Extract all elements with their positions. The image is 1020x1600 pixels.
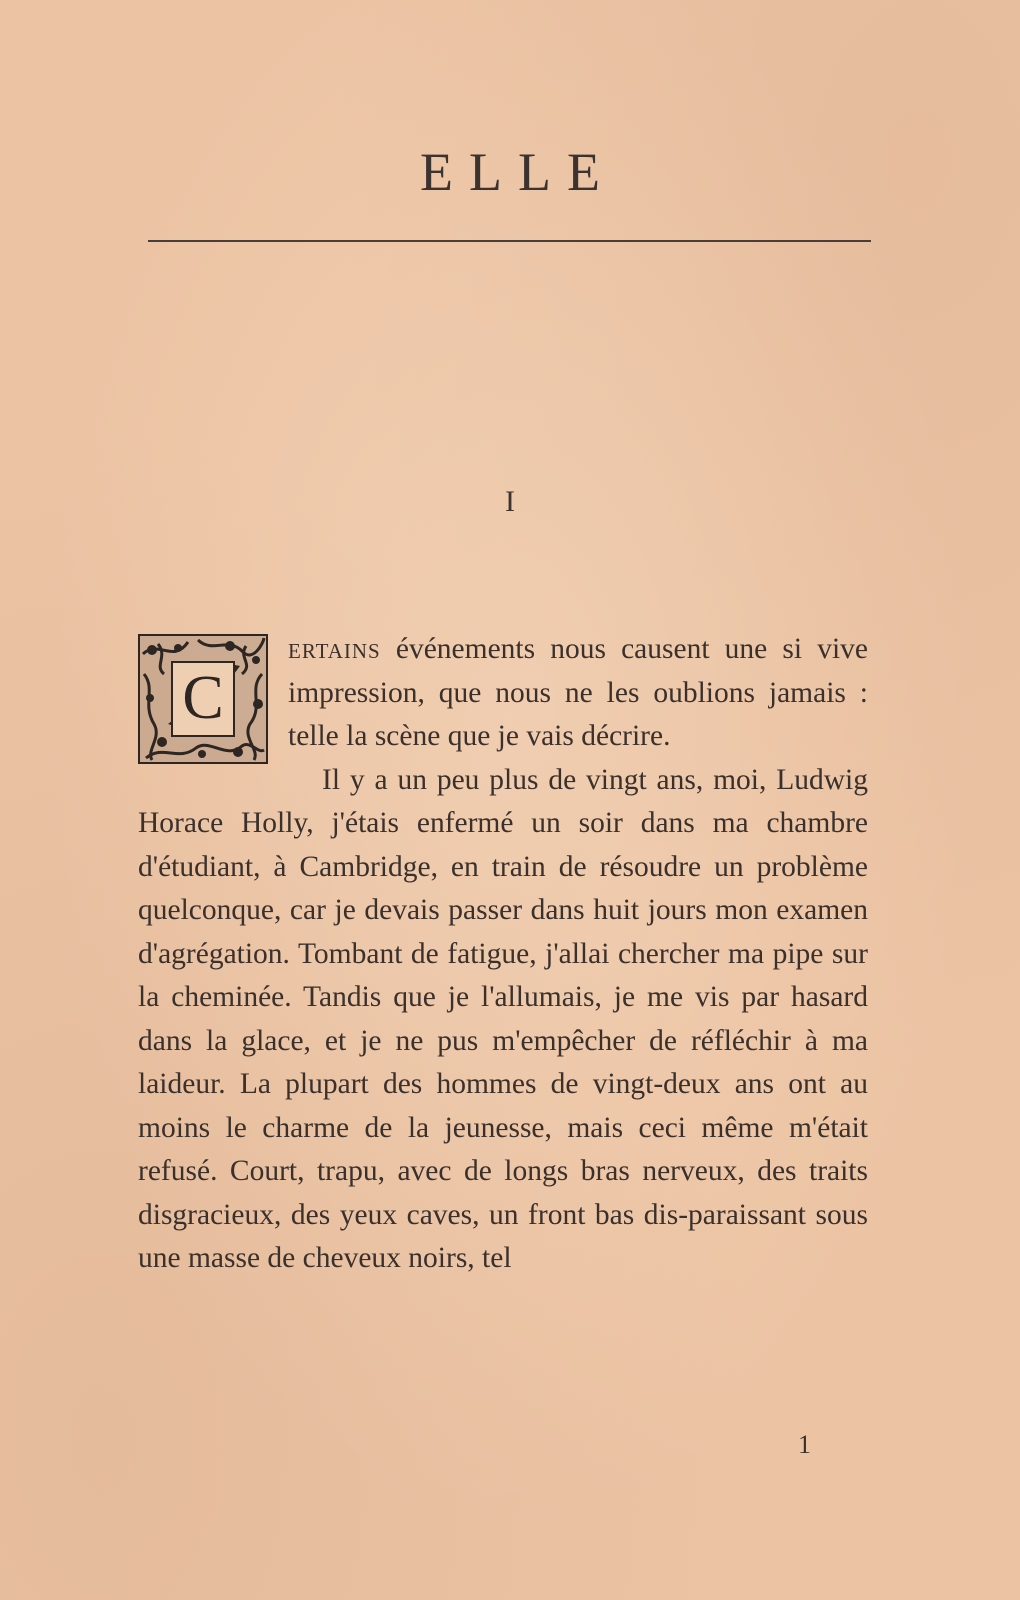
title-rule bbox=[148, 240, 871, 242]
paragraph-1-text: événements nous causent une si vive impression, que nous ne les oublions jamais : telle la scène que je vais décrire. bbox=[288, 633, 868, 752]
body-text bbox=[138, 628, 868, 1281]
drop-cap-letter: C bbox=[182, 664, 224, 732]
page-number: 1 bbox=[798, 1430, 811, 1459]
opening-words: ertains bbox=[288, 633, 381, 665]
paragraph-2: Il y a un peu plus de vingt ans, moi, Ludwig Horace Holly, j'étais enfermé un soir dans ma chambre d'étudiant, à Cambridge, en train de résoudre un problème quelconque, car je devais passer dans huit jours mon examen d'agrégation. Tombant de fatigue, j'allai chercher ma pipe sur la cheminée. Tandis que je l'allumais, je me vis par hasard dans la glace, et je ne pus m'empêcher de réfléchir à ma laideur. La plupart des hommes de vingt-deux ans ont au moins le charme de la jeunesse, mais ceci même m'était refusé. Court, trapu, avec de longs bras nerveux, des traits disgracieux, des yeux caves, un front bas dis-paraissant sous une masse de cheveux noirs, tel bbox=[138, 763, 868, 1274]
book-title: ELLE bbox=[420, 142, 616, 202]
ornamental-drop-cap bbox=[138, 634, 268, 764]
paragraph-1 bbox=[138, 628, 868, 759]
chapter-number: I bbox=[505, 485, 515, 518]
